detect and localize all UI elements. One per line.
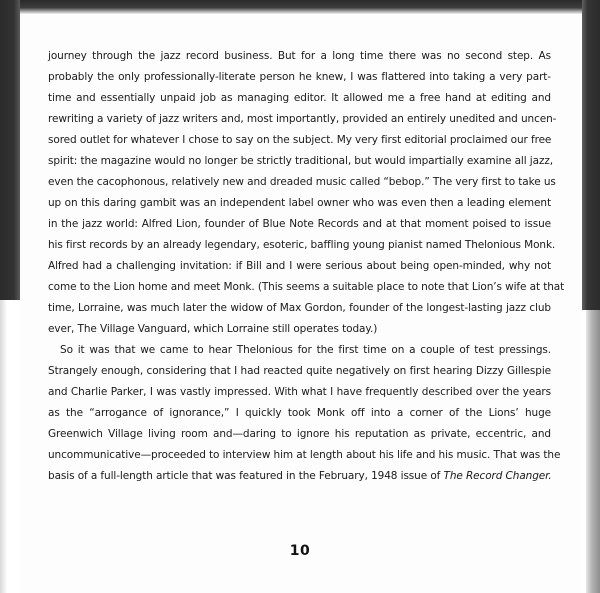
paragraph-2: [48, 340, 561, 487]
text-line: time and essentially unpaid job as managing editor. It allowed me a free hand at editing and: [48, 92, 551, 104]
text-line: probably the only professionally-literate person he knew, I was flattered into taking a very part-: [48, 71, 551, 83]
text-line: even the cacophonous, relatively new and dreaded music called “bebop.” The very first to take us: [48, 176, 556, 188]
text-line: uncommunicative—proceeded to interview him at length about his life and his music. That was the: [48, 449, 561, 461]
scan-border-right: [582, 0, 600, 310]
text-line: ever, The Village Vanguard, which Lorraine still operates today.): [48, 323, 378, 335]
text-line: rewriting a variety of jazz writers and, most importantly, provided an entirely unedited and uncen-: [48, 113, 557, 125]
paragraph-1: [48, 46, 565, 340]
publication-title: The Record Changer.: [443, 470, 552, 482]
text-line: sored outlet for whatever I chose to say on the subject. My very first editorial proclaimed our free: [48, 134, 552, 146]
text-line: as the “arrogance of ignorance,” I quickly took Monk off into a corner of the Lions’ huge: [48, 407, 551, 419]
text-line: in the jazz world: Alfred Lion, founder of Blue Note Records and at that moment poised to issue: [48, 218, 551, 230]
text-line: Alfred had a challenging invitation: if Bill and I were serious about being open-minded, why not: [48, 260, 551, 272]
body-text: [48, 46, 565, 487]
text-line: Strangely enough, considering that I had reacted quite negatively on first hearing Dizzy Gillespie: [48, 365, 551, 377]
text-line: journey through the jazz record business. But for a long time there was no second step. As: [48, 50, 551, 62]
scan-border-top: [0, 0, 600, 14]
text-line: up on this daring gambit was an independent label owner who was even then a leading element: [48, 197, 551, 209]
scan-border-left: [0, 0, 20, 300]
text-line: come to the Lion home and meet Monk. (This seems a suitable place to note that Lion’s wife at that: [48, 281, 565, 293]
page-number: 10: [289, 543, 311, 559]
text-line: time, Lorraine, was much later the widow of Max Gordon, founder of the longest-lasting jazz club: [48, 302, 551, 314]
final-line-text: basis of a full-length article that was featured in the February, 1948 issue of: [48, 470, 444, 482]
text-line: So it was that we came to hear Thelonious for the first time on a couple of test pressings.: [60, 344, 551, 356]
text-line: spirit: the magazine would no longer be strictly traditional, but would impartially examine all jazz,: [48, 155, 554, 167]
text-line: Greenwich Village living room and—daring to ignore his reputation as private, eccentric, and: [48, 428, 551, 440]
text-line: and Charlie Parker, I was vastly impressed. With what I have frequently described over the years: [48, 386, 551, 398]
text-line-final: [48, 466, 551, 487]
text-line: his first records by an already legendary, esoteric, baffling young pianist named Thelonious Monk.: [48, 239, 556, 251]
